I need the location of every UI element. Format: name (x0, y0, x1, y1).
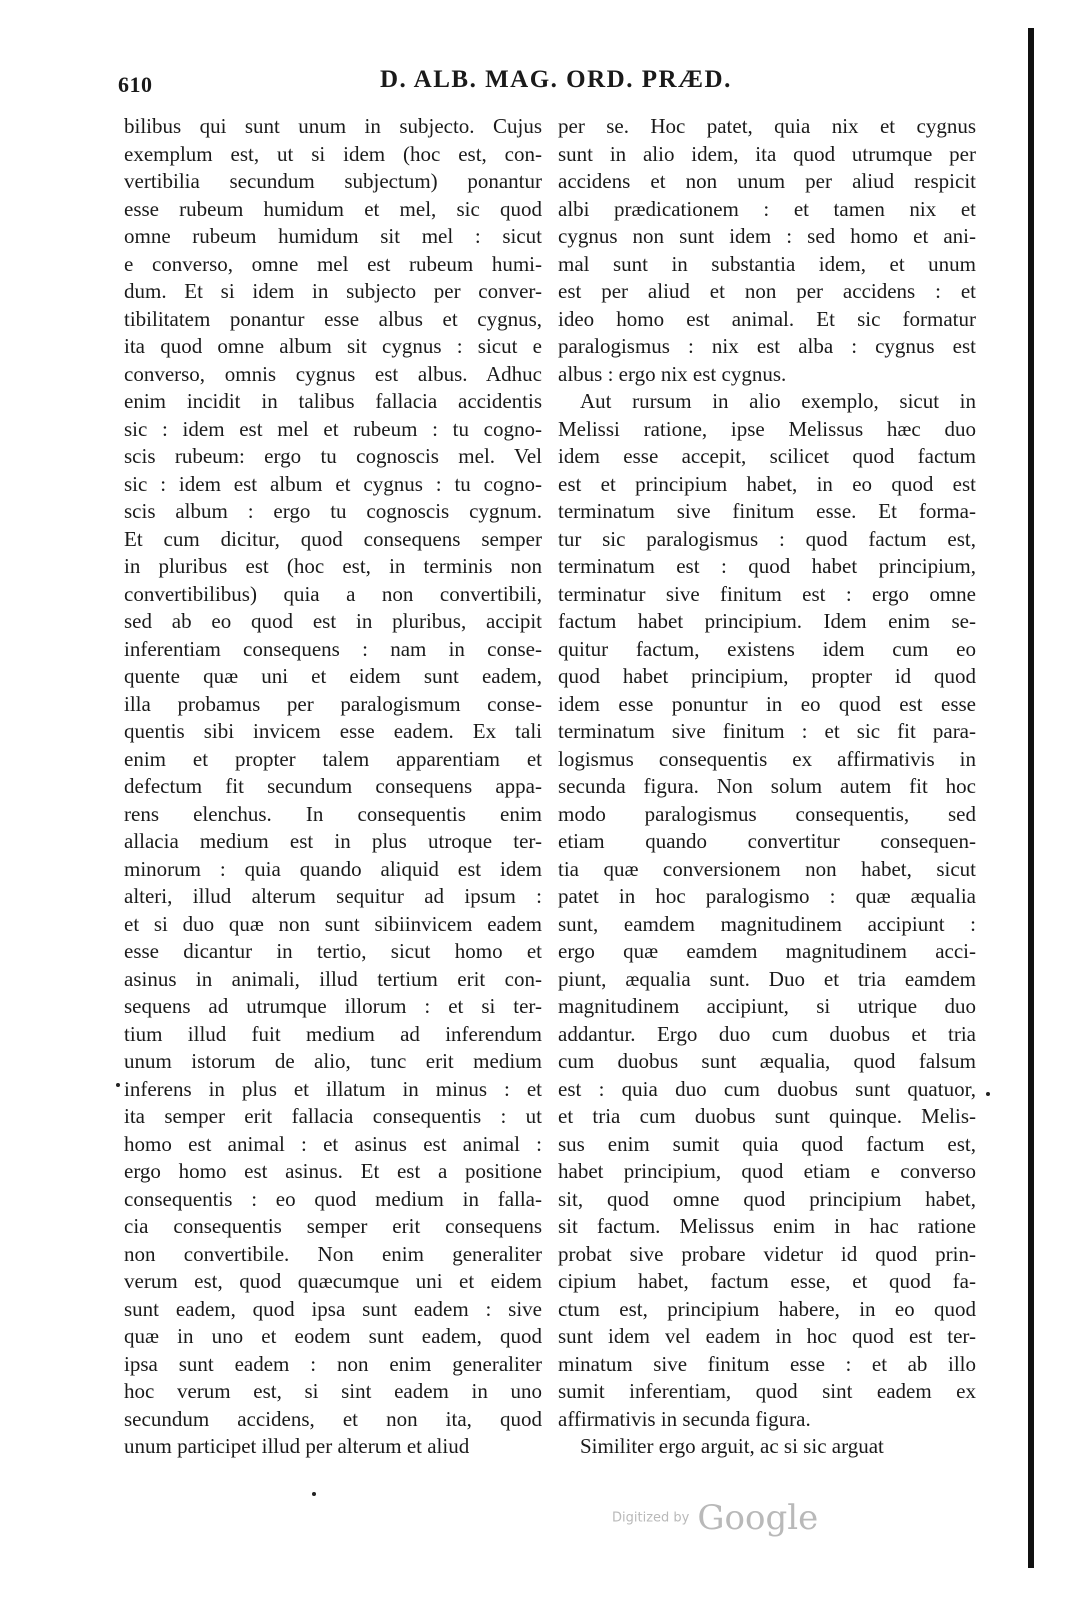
text-line: scis rubeum: ergo tu cognoscis mel. Vel (124, 444, 542, 468)
text-line: quentis sibi invicem esse eadem. Ex tali (124, 719, 542, 743)
text-line: quod habet principium, propter id quod (558, 664, 976, 688)
text-line: ita semper erit fallacia consequentis : ut (124, 1104, 542, 1128)
text-line: et si duo quæ non sunt sibiinvicem eadem (124, 911, 542, 936)
text-line: enim et propter talem apparentiam et (124, 746, 542, 771)
text-line: sit, quod omne quod principium habet, (558, 1186, 976, 1211)
text-line: habet principium, quod etiam e converso (558, 1159, 976, 1183)
text-line: sunt idem vel eadem in hoc quod est ter- (558, 1324, 976, 1348)
text-line: convertibilibus) quia a non convertibili, (124, 581, 542, 606)
text-line: bilibus qui sunt unum in subjecto. Cujus (124, 114, 542, 138)
text-line: paralogismus : nix est alba : cygnus est (558, 334, 976, 358)
text-line: ergo quæ eamdem magnitudinem acci- (558, 939, 976, 963)
margin-speck (116, 1083, 120, 1087)
text-line: asinus in animali, illud tertium erit con- (124, 966, 542, 991)
text-line: defectum fit secundum consequens appa- (124, 774, 542, 798)
text-line: hoc verum est, si sint eadem in uno (124, 1379, 542, 1403)
text-line: unum istorum de alio, tunc erit medium (124, 1049, 542, 1073)
text-line: est et principium habet, in eo quod est (558, 471, 976, 496)
text-line: cipium habet, factum esse, et quod fa- (558, 1269, 976, 1293)
right-text-column (558, 113, 976, 1461)
text-line: ctum est, principium habere, in eo quod (558, 1296, 976, 1321)
text-line: Similiter ergo arguit, ac si sic arguat (580, 1434, 884, 1458)
text-line: secunda figura. Non solum autem fit hoc (558, 774, 976, 798)
text-line: rens elenchus. In consequentis enim (124, 801, 542, 826)
text-line: albi prædicationem : et tamen nix et (558, 196, 976, 221)
text-line: magnitudinem accipiunt, si utrique duo (558, 994, 976, 1018)
text-line: vertibilia secundum subjectum) ponantur (124, 169, 542, 193)
text-line: exemplum est, ut si idem (hoc est, con- (124, 141, 542, 166)
text-line: converso, omnis cygnus est albus. Adhuc (124, 361, 542, 386)
text-line: in pluribus est (hoc est, in terminis non (124, 554, 542, 578)
text-line: sit factum. Melissus enim in hac ratione (558, 1214, 976, 1238)
text-line: dum. Et si idem in subjecto per conver- (124, 279, 542, 303)
text-line: piunt, æqualia sunt. Duo et tria eamdem (558, 966, 976, 991)
text-line: per se. Hoc patet, quia nix et cygnus (558, 114, 976, 138)
text-line: e converso, omne mel est rubeum humi- (124, 251, 542, 276)
text-line: quitur factum, existens idem cum eo (558, 636, 976, 661)
text-line: est : quia duo cum duobus sunt quatuor, (558, 1076, 976, 1101)
text-line: unum participet illud per alterum et aliud (124, 1434, 470, 1458)
binding-edge-rule (1028, 28, 1034, 1568)
text-line: terminatum sive finitum : et sic fit para- (558, 719, 976, 743)
text-line: sunt, eamdem magnitudinem accipiunt : (558, 911, 976, 936)
text-line: cum duobus sunt æqualia, quod falsum (558, 1049, 976, 1073)
text-line: cygnus non sunt idem : sed homo et ani- (558, 224, 976, 248)
text-line: quente quæ uni et eidem sunt eadem, (124, 664, 542, 688)
text-line: terminatur sive finitum est : ergo omne (558, 581, 976, 606)
watermark-prefix: Digitized by (612, 1510, 690, 1526)
text-line: mal sunt in substantia idem, et unum (558, 251, 976, 276)
text-line: esse dicantur in tertio, sicut homo et (124, 939, 542, 963)
text-line: terminatum sive finitum esse. Et forma- (558, 499, 976, 523)
page-number: 610 (118, 72, 153, 97)
text-line: alteri, illud alterum sequitur ad ipsum : (124, 884, 542, 908)
digitization-watermark (612, 1498, 818, 1538)
text-line: sunt eadem, quod ipsa sunt eadem : sive (124, 1296, 542, 1321)
text-line: sed ab eo quod est in pluribus, accipit (124, 609, 542, 633)
text-line: etiam quando convertitur consequen- (558, 829, 976, 853)
text-line: est per aliud et non per accidens : et (558, 279, 976, 303)
text-line: ita quod omne album sit cygnus : sicut e (124, 334, 542, 358)
margin-speck (312, 1492, 316, 1496)
text-line: sic : idem est album et cygnus : tu cogno- (124, 471, 542, 496)
text-line: quæ in uno et eodem sunt eadem, quod (124, 1324, 542, 1348)
text-line: homo est animal : et asinus est animal : (124, 1131, 542, 1156)
text-line: Aut rursum in alio exemplo, sicut in (580, 389, 976, 413)
text-line: logismus consequentis ex affirmativis in (558, 746, 976, 771)
text-line: albus : ergo nix est cygnus. (558, 361, 787, 386)
text-line: omne rubeum humidum sit mel : sicut (124, 224, 542, 248)
text-line: affirmativis in secunda figura. (558, 1406, 811, 1431)
text-line: inferens in plus et illatum in minus : et (124, 1076, 542, 1101)
text-line: minorum : quia quando aliquid est idem (124, 856, 542, 881)
text-line: Et cum dicitur, quod consequens semper (124, 526, 542, 551)
text-line: idem esse accepit, scilicet quod factum (558, 444, 976, 468)
text-line: sus enim sumit quia quod factum est, (558, 1131, 976, 1156)
text-line: probat sive probare videtur id quod prin- (558, 1241, 976, 1266)
text-line: et tria cum duobus sunt quinque. Melis- (558, 1104, 976, 1128)
text-line: tia quæ conversionem non habet, sicut (558, 856, 976, 881)
text-line: ergo homo est asinus. Et est a positione (124, 1159, 542, 1183)
text-line: cia consequentis semper erit consequens (124, 1214, 542, 1238)
text-line: Melissi ratione, ipse Melissus hæc duo (558, 416, 976, 441)
text-line: scis album : ergo tu cognoscis cygnum. (124, 499, 542, 523)
watermark-logo: Google (697, 1498, 819, 1538)
text-line: ipsa sunt eadem : non enim generaliter (124, 1351, 542, 1376)
text-line: enim incidit in talibus fallacia accidentis (124, 389, 542, 413)
margin-speck (986, 1092, 990, 1096)
left-text-column (124, 113, 542, 1461)
text-line: minatum sive finitum esse : et ab illo (558, 1351, 976, 1376)
text-line: inferentiam consequens : nam in conse- (124, 636, 542, 661)
text-line: modo paralogismus consequentis, sed (558, 801, 976, 826)
text-line: esse rubeum humidum et mel, sic quod (124, 196, 542, 221)
text-line: tium illud fuit medium ad inferendum (124, 1021, 542, 1046)
text-line: allacia medium est in plus utroque ter- (124, 829, 542, 853)
text-line: sunt in alio idem, ita quod utrumque per (558, 141, 976, 166)
running-head: D. ALB. MAG. ORD. PRÆD. (380, 66, 732, 93)
text-line: terminatum est : quod habet principium, (558, 554, 976, 578)
text-line: sumit inferentiam, quod sint eadem ex (558, 1379, 976, 1403)
text-line: tibilitatem ponantur esse albus et cygnus, (124, 306, 542, 331)
text-line: accidens et non unum per aliud respicit (558, 169, 976, 193)
text-line: sic : idem est mel et rubeum : tu cogno- (124, 416, 542, 441)
text-line: illa probamus per paralogismum conse- (124, 691, 542, 716)
text-line: patet in hoc paralogismo : quæ æqualia (558, 884, 976, 908)
text-line: non convertibile. Non enim generaliter (124, 1241, 542, 1266)
text-line: sequens ad utrumque illorum : et si ter- (124, 994, 542, 1018)
text-line: verum est, quod quæcumque uni et eidem (124, 1269, 542, 1293)
text-line: ideo homo est animal. Et sic formatur (558, 306, 976, 331)
text-line: idem esse ponuntur in eo quod est esse (558, 691, 976, 716)
text-line: factum habet principium. Idem enim se- (558, 609, 976, 633)
text-line: secundum accidens, et non ita, quod (124, 1406, 542, 1431)
text-line: addantur. Ergo duo cum duobus et tria (558, 1021, 976, 1046)
text-line: tur sic paralogismus : quod factum est, (558, 526, 976, 551)
text-line: consequentis : eo quod medium in falla- (124, 1186, 542, 1211)
